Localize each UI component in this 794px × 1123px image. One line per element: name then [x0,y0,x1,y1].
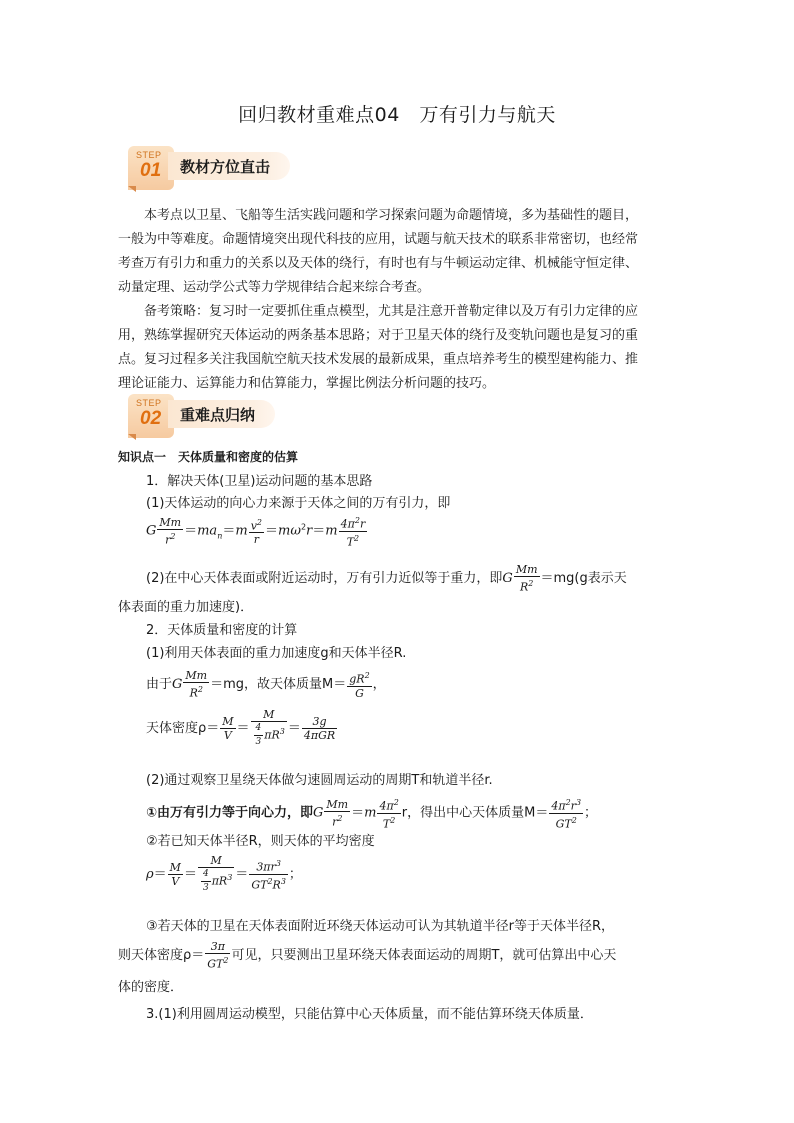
step-number: 02 [140,408,162,429]
step-word: STEP [136,150,162,160]
step-label: 重难点归纳 [180,405,256,424]
case-3-formula-line: 则天体密度ρ＝ $\frac{3\pi}{GT^2}$ 可见，只要测出卫星环绕天体表面运动的周期T，就可估算出中心天 [118,940,617,971]
step-label-bar [168,400,275,428]
case-2-text: ②若已知天体半径R，则天体的平均密度 [146,834,375,849]
intro-paragraph-1: 本考点以卫星、飞船等生活实践问题和学习探索问题为命题情境，多为基础性的题目， 一般为中等难度。命题情境突出现代科技的应用，试题与航天技术的联系非常密切，也经常 考查万有引力和重力的关系以及天体的绕行，有时也有与牛顿运动定律、机械能守恒定律、 动量定理、运动学公式等力学规律结合起来综合考查。 [118,208,639,295]
step-02-badge [128,394,328,440]
step-label: 教材方位直击 [180,157,271,176]
section-1b-text: (2)在中心天体表面或附近运动时，万有引力近似等于重力，即G $\frac{Mm}{R^2}$ ＝mg(g表示天 [146,563,627,594]
section-2a-text: (1)利用天体表面的重力加速度g和天体半径R. [146,646,407,661]
section-1b-continuation: 体表面的重力加速度)． [118,600,254,615]
case-3-continuation: 体的密度． [118,980,184,995]
case-3-text: ③若天体的卫星在天体表面附近环绕天体运动可认为其轨道半径r等于天体半径R， [146,919,615,934]
formula-mass-from-g: 由于G $\frac{Mm}{R^2}$ ＝mg，故天体质量M＝ $\frac{gR^2}{G}$ ， [146,669,386,700]
formula-mass-from-orbit: ①由万有引力等于向心力，即G $\frac{Mm}{r^2}$ ＝m $\frac{4\pi^2}{T^2}$ r，得出中心天体质量M＝ $\frac{4\pi^2r^3}{GT^2}$ ； [146,797,598,831]
step-label-bar [168,152,290,180]
step-01-badge [128,146,328,192]
formula-gravity-centripetal: G $\frac{Mm}{r^2}$ $=ma_n=m$ $\frac{v^2}{r}$ $=m\omega^2r=m$ $\frac{4\pi^2r}{T^2}$ [146,515,366,549]
section-2-heading: 2．天体质量和密度的计算 [146,623,298,638]
section-3-text: 3.(1)利用圆周运动模型，只能估算中心天体质量，而不能估算环绕天体质量． [146,1007,593,1022]
step-word: STEP [136,398,162,408]
section-1a-text: (1)天体运动的向心力来源于天体之间的万有引力，即 [146,496,451,511]
section-2b-text: (2)通过观察卫星绕天体做匀速圆周运动的周期T和轨道半径r. [146,773,493,788]
knowledge-point-heading: 知识点一 天体质量和密度的估算 [118,450,299,464]
page-title: 回归教材重难点04 万有引力与航天 [238,104,556,126]
formula-density-from-orbit: ρ＝ $\frac{M}{V}$ ＝ M $\frac{4}{3}$ $\pi R^3$ ＝ $\frac{3\pi r^3}{GT^2R^3}$ ； [146,854,302,893]
section-1-heading: 1．解决天体(卫星)运动问题的基本思路 [146,474,373,489]
intro-paragraph-2: 备考策略：复习时一定要抓住重点模型，尤其是注意开普勒定律以及万有引力定律的应 用，熟练掌握研究天体运动的两条基本思路；对于卫星天体的绕行及变轨问题也是复习的重 点。复习过程多关注我国航空航天技术发展的最新成果，重点培养考生的模型建构能力、推 理论证能力、运算能力和估算能力，掌握比例法分析问题的技巧。 [118,304,639,391]
step-number: 01 [140,160,162,181]
formula-density-from-g: 天体密度ρ＝ $\frac{M}{V}$ ＝ M $\frac{4}{3}$ $\pi R^3$ ＝ $\frac{3g}{\text{4πGR}}$ [146,708,336,747]
